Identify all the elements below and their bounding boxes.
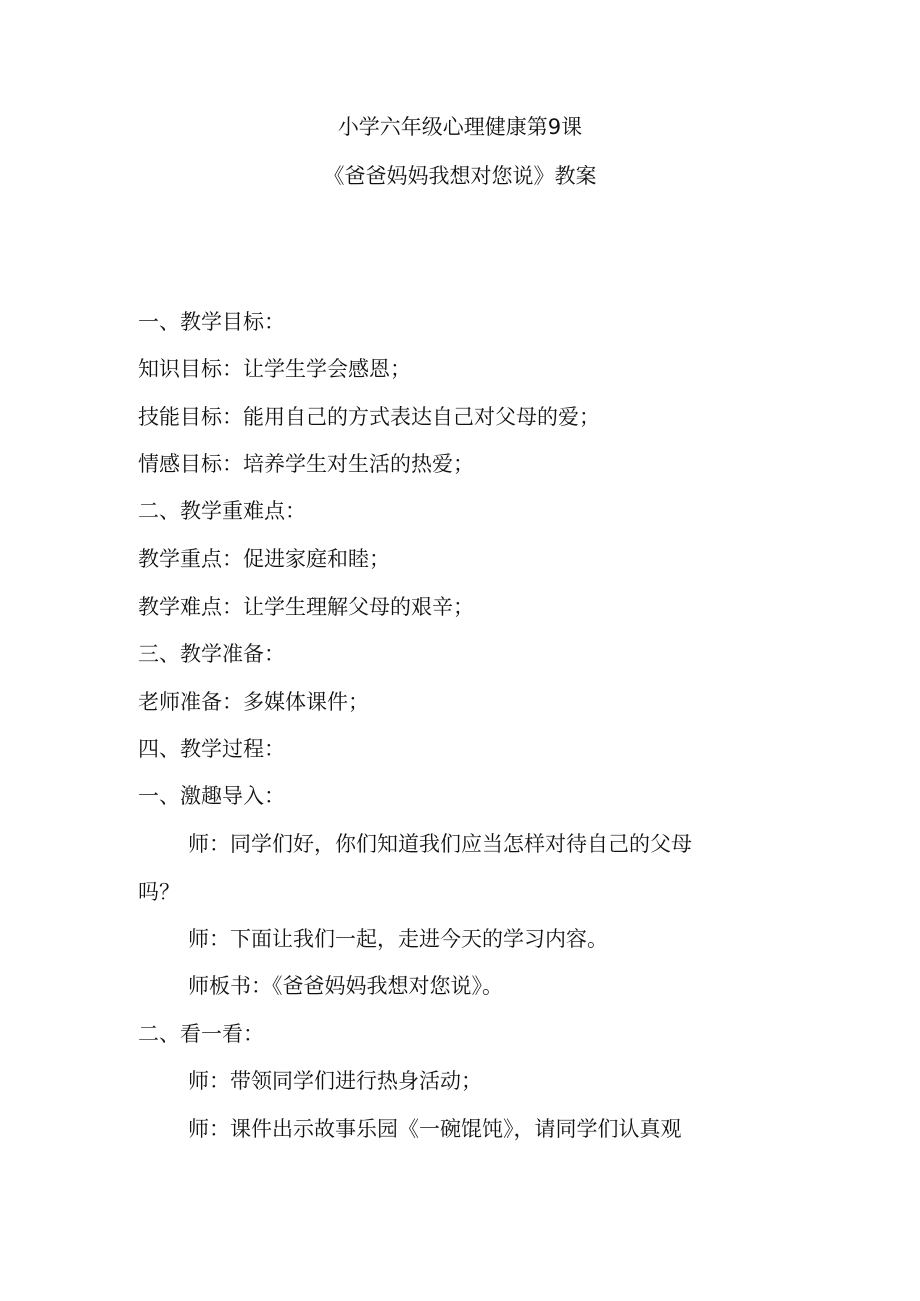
section-heading-preparation: 三、教学准备： xyxy=(138,642,285,666)
knowledge-goal-line: 知识目标：让学生学会感恩； xyxy=(138,357,411,381)
skill-goal-line: 技能目标：能用自己的方式表达自己对父母的爱； xyxy=(138,405,600,429)
teacher-line: 师：同学们好，你们知道我们应当怎样对待自己的父母 xyxy=(188,832,692,856)
emotion-goal-line: 情感目标：培养学生对生活的热爱； xyxy=(138,452,474,476)
section-heading-process: 四、教学过程： xyxy=(138,737,285,761)
teacher-line: 师：下面让我们一起，走进今天的学习内容。 xyxy=(188,927,608,951)
document-subtitle: 《爸爸妈妈我想对您说》教案 xyxy=(323,164,597,188)
teacher-line: 师：课件出示故事乐园《一碗馄饨》，请同学们认真观 xyxy=(188,1117,682,1141)
difficult-point-line: 教学难点：让学生理解父母的艰辛； xyxy=(138,595,474,619)
key-point-line: 教学重点：促进家庭和睦； xyxy=(138,547,390,571)
subsection-heading-look: 二、看一看： xyxy=(138,1022,264,1046)
section-heading-goals: 一、教学目标： xyxy=(138,310,285,334)
section-heading-key-points: 二、教学重难点： xyxy=(138,499,306,523)
subsection-heading-intro: 一、激趣导入： xyxy=(138,784,285,808)
blackboard-line: 师板书：《爸爸妈妈我想对您说》。 xyxy=(188,974,503,998)
teacher-preparation-line: 老师准备：多媒体课件； xyxy=(138,690,369,714)
teacher-line-continuation: 吗？ xyxy=(138,880,180,904)
document-title: 小学六年级心理健康第9课 xyxy=(337,115,583,139)
teacher-line: 师：带领同学们进行热身活动； xyxy=(188,1069,482,1093)
